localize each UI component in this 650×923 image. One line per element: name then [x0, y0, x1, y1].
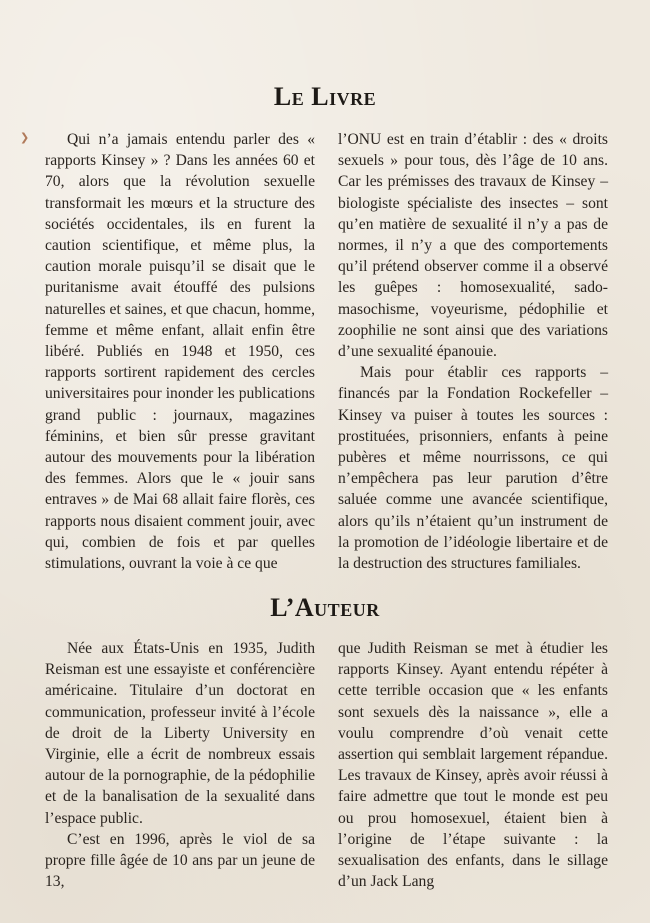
section-title-livre: Le Livre — [273, 82, 377, 111]
livre-paragraph-1: Qui n’a jamais entendu parler des « rapports Kinsey » ? Dans les années 60 et 70, alors que la révolution sexuelle transformait les mœurs et la structure des sociétés occidentales, ils en furent la caution scientifique, et même plus, la caution morale puisqu’il se disait que le puritanisme avait étouffé des pulsions naturelles et saines, et que chacun, homme, femme et même enfant, allait enfin être libéré. Publiés en 1948 et 1950, ces rapports sortirent rapidement des cercles universitaires pour inonder les publications grand public : journaux, magazines féminins, et bien sûr presse gravitant autour des mouvements pour la libération des femmes. Alors que le « jouir sans entraves » de Mai 68 allait faire florès, ces rapports nous disaient comment jouir, avec qui, combien de fois et par quelles stimulations, ouvrant la voie à ce que — [45, 131, 315, 573]
auteur-paragraph-1: Née aux États-Unis en 1935, Judith Reisman est une essayiste et conférencière américaine. Titulaire d’un doctorat en communication, professeur invité à l’école de droit de la Liberty University en Virginie, elle a écrit de nombreux essais autour de la pornographie, de la pédophilie et de la banalisation de la sexualité dans l’espace public. — [45, 640, 315, 827]
auteur-right-column — [338, 638, 608, 892]
margin-mark-icon: ❯ — [20, 131, 30, 144]
auteur-paragraph-2: C’est en 1996, après le viol de sa propre fille âgée de 10 ans par un jeune de 13, — [45, 830, 315, 891]
livre-paragraph-1-continued: l’ONU est en train d’établir : des « droits sexuels » pour tous, dès l’âge de 10 ans. Car les prémisses des travaux de Kinsey – biologiste spécialiste des insectes – sont qu’en matière de sexualité il n’y a pas de normes, il n’y a que des comportements qu’il prétend observer comme il a observé les guêpes : homosexualité, sado-masochisme, voyeurisme, pédophilie et zoophilie ne sont ainsi que des variations d’une sexualité épanouie. — [338, 131, 608, 361]
livre-right-column — [338, 129, 608, 574]
livre-left-column — [45, 129, 315, 574]
auteur-left-column — [45, 638, 315, 892]
auteur-paragraph-2-continued: que Judith Reisman se met à étudier les rapports Kinsey. Ayant entendu répéter à cette terrible occasion que « les enfants sont sexuels dès la naissance », elle a voulu comprendre d’où venait cette assertion qui semblait largement répandue. Les travaux de Kinsey, après avoir réussi à faire admettre que tout le monde est peu ou prou homosexuel, étaient bien à l’origine de l’étape suivante : la sexualisation des enfants, dans le sillage d’un Jack Lang — [338, 640, 608, 891]
section-title-auteur: L’Auteur — [270, 593, 380, 622]
livre-paragraph-2: Mais pour établir ces rapports – financés par la Fondation Rockefeller – Kinsey va puiser à toutes les sources : prostituées, prisonniers, enfants à peine pubères et même nourrissons, ce qui n’empêchera pas leur parution d’être saluée comme une avancée scientifique, alors qu’ils n’étaient qu’un instrument de la promotion de l’idéologie libertaire et de la destruction des structures familiales. — [338, 364, 608, 573]
